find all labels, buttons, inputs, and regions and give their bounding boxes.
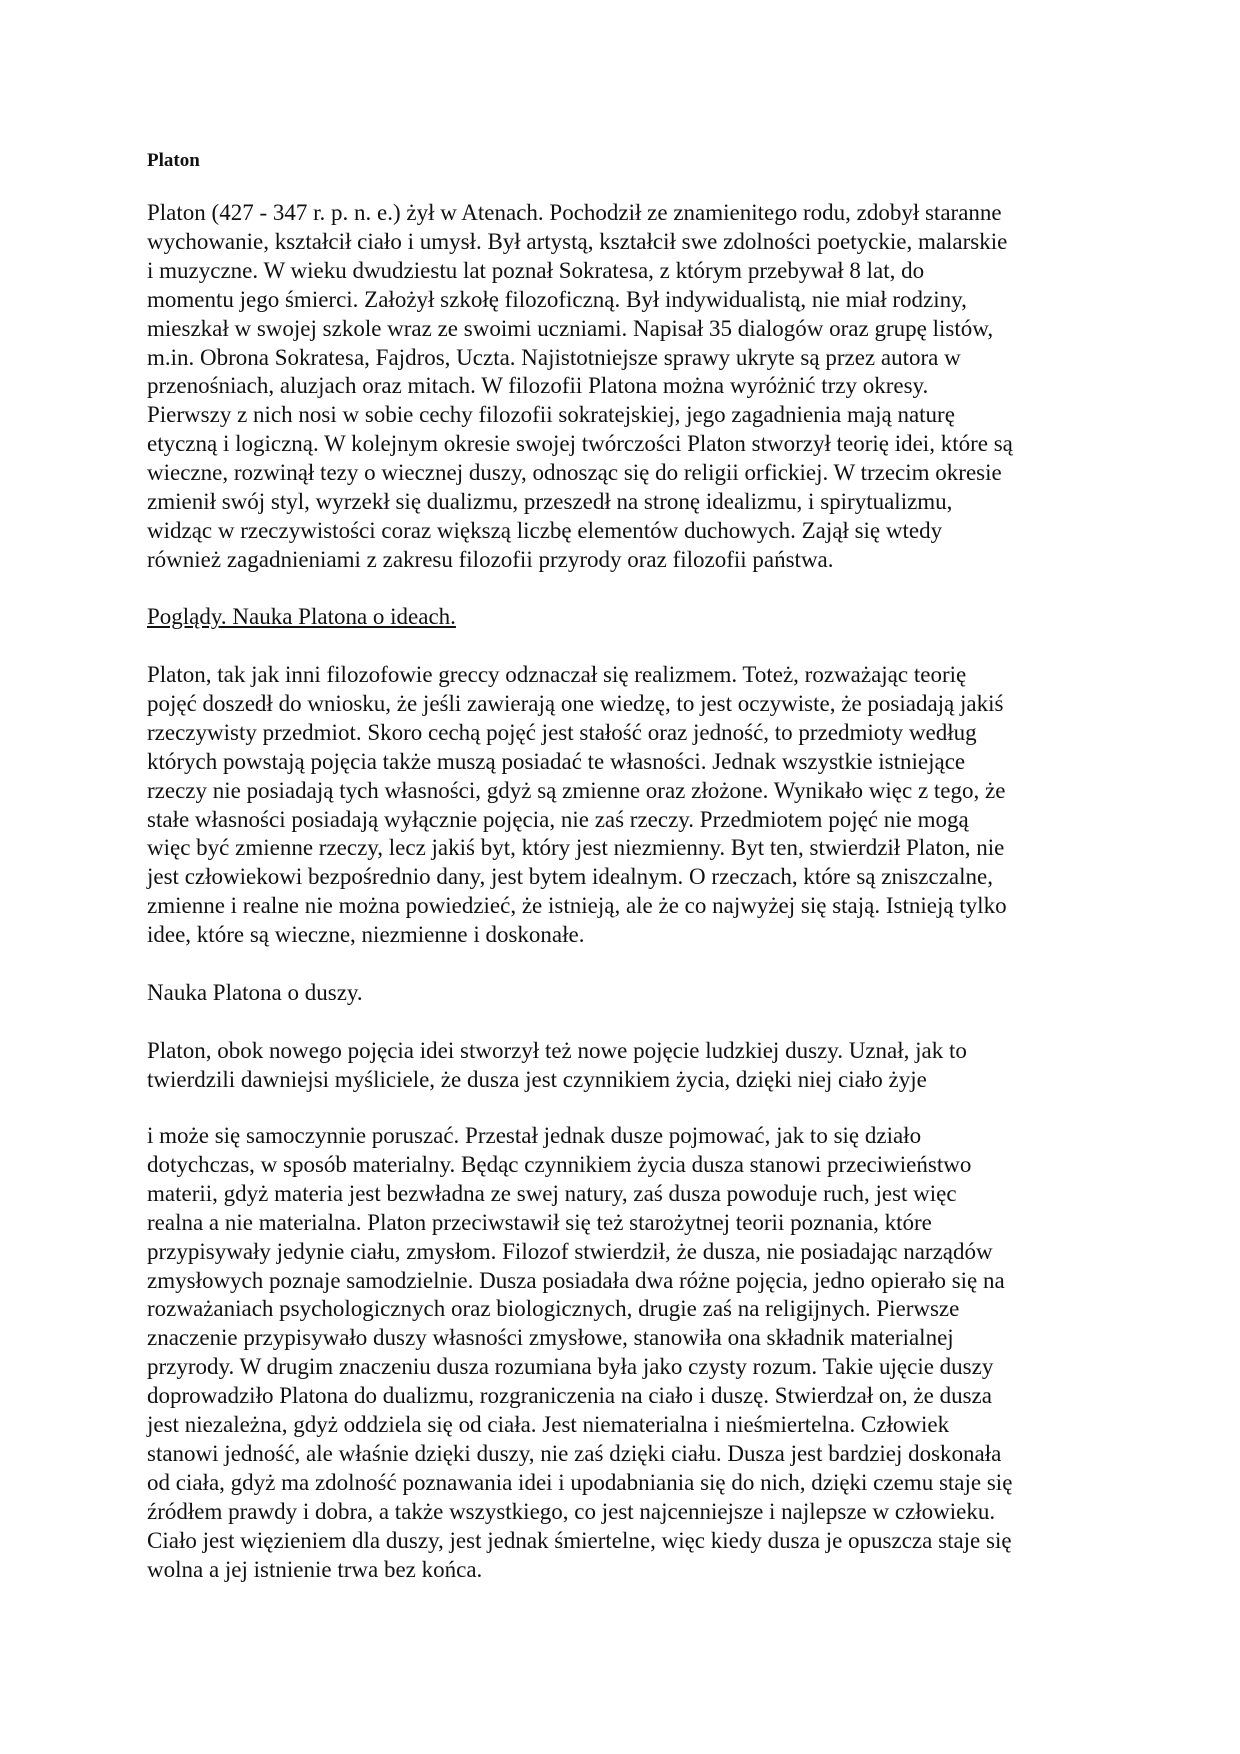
intro-paragraph [147, 199, 1103, 575]
text-line: pojęć doszedł do wniosku, że jeśli zawierają one wiedzę, to jest oczywiste, że posiadają jakiś [147, 690, 1004, 716]
text-line: Platon, obok nowego pojęcia idei stworzył też nowe pojęcie ludzkiej duszy. Uznał, jak to [147, 1038, 967, 1063]
text-line: idee, które są wieczne, niezmienne i doskonałe. [147, 922, 585, 948]
text-line: wychowanie, kształcił ciało i umysł. Był artystą, kształcił swe zdolności poetyckie, malarskie [147, 228, 1008, 254]
text-line: przenośniach, aluzjach oraz mitach. W filozofii Platona można wyróżnić trzy okresy. [147, 373, 929, 399]
text-line: Ciało jest więzieniem dla duszy, jest jednak śmiertelne, więc kiedy dusza je opuszcza staje się [147, 1527, 1012, 1553]
text-line: przyrody. W drugim znaczeniu dusza rozumiana była jako czysty rozum. Takie ujęcie duszy [147, 1354, 994, 1380]
text-line: zmienne i realne nie można powiedzieć, że istnieją, ale że co najwyżej się stają. Istnieją tylko [147, 893, 1007, 919]
text-line: twierdzili dawniejsi myśliciele, że dusza jest czynnikiem życia, dzięki niej ciało żyje [147, 1066, 927, 1092]
text-line: rzeczy nie posiadają tych własności, gdyż są zmienne oraz złożone. Wynikało więc z tego, że [147, 777, 1006, 803]
text-line: również zagadnieniami z zakresu filozofii przyrody oraz filozofii państwa. [147, 546, 834, 572]
text-line: od ciała, gdyż ma zdolność poznawania idei i upodabniania się do nich, dzięki czemu staje się [147, 1469, 1013, 1495]
document-title: Platon [147, 150, 200, 171]
text-line: których powstają pojęcia także muszą posiadać te własności. Jednak wszystkie istniejące [147, 748, 966, 774]
text-line: zmienił swój styl, wyrzekł się dualizmu, przeszedł na stronę idealizmu, i spirytualizmu, [147, 489, 953, 515]
text-line: znaczenie przypisywało duszy własności zmysłowe, stanowiła ona składnik materialnej [147, 1325, 954, 1351]
text-line: wolna a jej istnienie trwa bez końca. [147, 1556, 483, 1582]
text-line: więc być zmienne rzeczy, lecz jakiś byt, który jest niezmienny. Byt ten, stwierdził Platon, nie [147, 835, 1005, 861]
text-line: rozważaniach psychologicznych oraz biologicznych, drugie zaś na religijnych. Pierwsze [147, 1296, 960, 1322]
text-line: stałe własności posiadają wyłącznie pojęcia, nie zaś rzeczy. Przedmiotem pojęć nie mogą [147, 806, 969, 832]
section-heading-ideas: Poglądy. Nauka Platona o ideach. [147, 604, 456, 629]
text-line: realna a nie materialna. Platon przeciwstawił się też starożytnej teorii poznania, które [147, 1209, 932, 1235]
text-line: zmysłowych poznaje samodzielnie. Dusza posiadała dwa różne pojęcia, jedno opierało się na [147, 1267, 1005, 1293]
text-line: jest człowiekowi bezpośrednio dany, jest bytem idealnym. O rzeczach, które są zniszczalne, [147, 864, 993, 890]
text-line: stanowi jedność, ale właśnie dzięki duszy, nie zaś dzięki ciału. Dusza jest bardziej doskonała [147, 1440, 1002, 1466]
soul-paragraph-part-2 [147, 1122, 1103, 1585]
text-line: przypisywały jedynie ciału, zmysłom. Filozof stwierdził, że dusza, nie posiadając narządów [147, 1238, 993, 1264]
text-line: dotychczas, w sposób materialny. Będąc czynnikiem życia dusza stanowi przeciwieństwo [147, 1151, 972, 1177]
text-line: widząc w rzeczywistości coraz większą liczbę elementów duchowych. Zajął się wtedy [147, 517, 943, 543]
section-heading-soul: Nauka Platona o duszy. [147, 980, 363, 1005]
text-line: etyczną i logiczną. W kolejnym okresie swojej twórczości Platon stworzył teorię idei, które są [147, 431, 1013, 457]
text-line: momentu jego śmierci. Założył szkołę filozoficzną. Był indywidualistą, nie miał rodziny, [147, 286, 967, 312]
text-line: i może się samoczynnie poruszać. Przestał jednak dusze pojmować, jak to się działo [147, 1123, 922, 1148]
text-line: rzeczywisty przedmiot. Skoro cechą pojęć jest stałość oraz jedność, to przedmioty według [147, 719, 977, 745]
text-line: wieczne, rozwinął tezy o wiecznej duszy, odnosząc się do religii orfickiej. W trzecim okresie [147, 460, 1002, 486]
text-line: Pierwszy z nich nosi w sobie cechy filozofii sokratejskiej, jego zagadnienia mają naturę [147, 402, 955, 428]
text-line: m.in. Obrona Sokratesa, Fajdros, Uczta. Najistotniejsze sprawy ukryte są przez autora w [147, 344, 961, 370]
text-line: źródłem prawdy i dobra, a także wszystkiego, co jest najcenniejsze i najlepsze w człowieku. [147, 1498, 996, 1524]
soul-paragraph-part-1 [147, 1037, 1103, 1095]
text-line: i muzyczne. W wieku dwudziestu lat poznał Sokratesa, z którym przebywał 8 lat, do [147, 257, 925, 283]
text-line: Platon (427 - 347 r. p. n. e.) żył w Atenach. Pochodził ze znamienitego rodu, zdobył staranne [147, 200, 1002, 225]
text-line: jest niezależna, gdyż oddziela się od ciała. Jest niematerialna i nieśmiertelna. Człowiek [147, 1412, 950, 1438]
text-line: materii, gdyż materia jest bezwładna ze swej natury, zaś dusza powoduje ruch, jest więc [147, 1180, 957, 1206]
text-line: mieszkał w swojej szkole wraz ze swoimi uczniami. Napisał 35 dialogów oraz grupę listów, [147, 315, 994, 341]
text-line: doprowadziło Platona do dualizmu, rozgraniczenia na ciało i duszę. Stwierdzał on, że dusza [147, 1383, 992, 1409]
text-line: Platon, tak jak inni filozofowie greccy odznaczał się realizmem. Toteż, rozważając teorię [147, 662, 967, 687]
ideas-paragraph [147, 661, 1103, 950]
